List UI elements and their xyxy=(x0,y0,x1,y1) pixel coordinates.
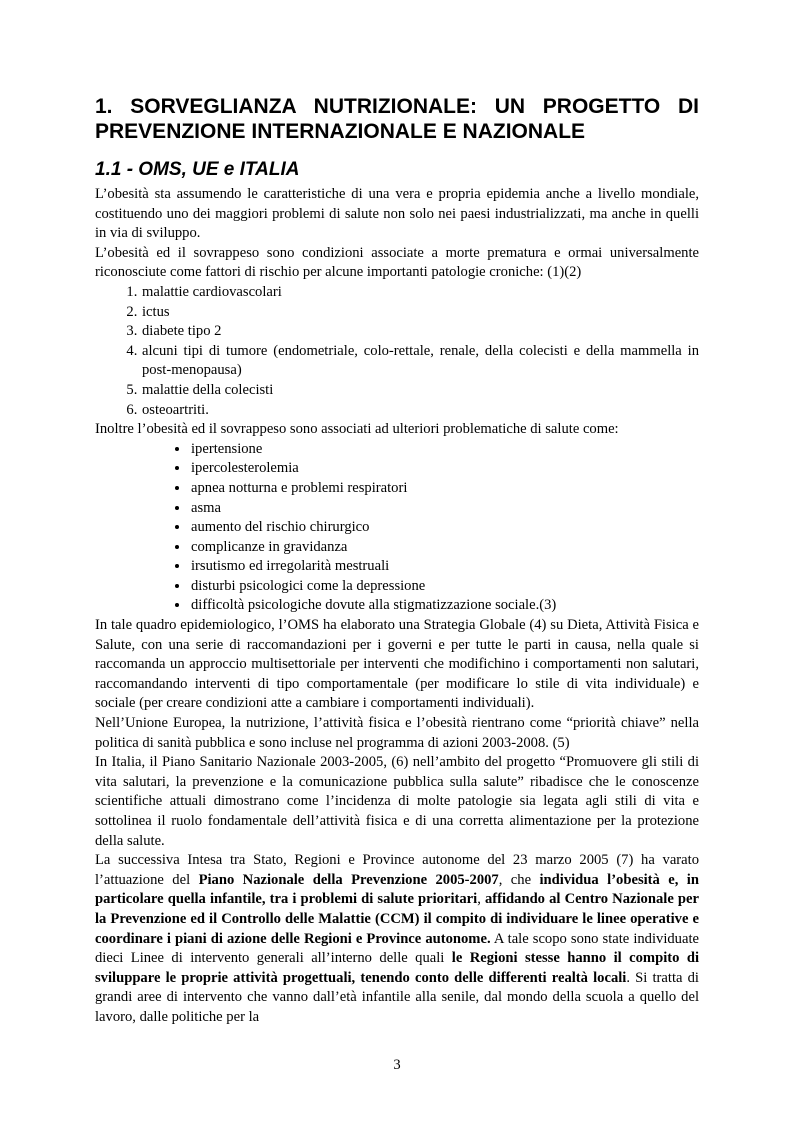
list-item: 2. ictus xyxy=(141,303,699,323)
risk-list xyxy=(95,283,699,420)
bullet-list xyxy=(95,440,699,616)
list-item: • asma xyxy=(190,499,699,519)
paragraph-further-problems: Inoltre l’obesità ed il sovrappeso sono associati ad ulteriori problematiche di salute come: xyxy=(95,421,619,438)
body-text xyxy=(95,185,699,1028)
list-item: • disturbi psicologici come la depressione xyxy=(190,577,699,597)
text-run: , che xyxy=(498,871,540,888)
list-item: 4. alcuni tipi di tumore (endometriale, colo-rettale, renale, della colecisti e della mammella in post-menopausa) xyxy=(141,342,699,381)
chapter-heading: 1. SORVEGLIANZA NUTRIZIONALE: UN PROGETTO DI PREVENZIONE INTERNAZIONALE E NAZIONALE xyxy=(95,95,699,143)
text-run: La successiva Intesa tra Stato, Regioni e Province autonome del 23 marzo 2005 (7) ha varato l’attuazione del xyxy=(95,852,699,888)
paragraph-eu: Nell’Unione Europea, la nutrizione, l’attività fisica e l’obesità rientrano come “priorità chiave” nella politica di sanità pubblica e sono incluse nel programma di azioni 2003-2008. (5) xyxy=(95,715,699,751)
list-item: 6. osteoartriti. xyxy=(141,401,699,421)
list-item: 1. malattie cardiovascolari xyxy=(141,283,699,303)
list-item: 5. malattie della colecisti xyxy=(141,381,699,401)
list-item: • ipercolesterolemia xyxy=(190,459,699,479)
bold-run: individua l’obesità e, in particolare quella infantile, tra i problemi di salute prioritari xyxy=(95,871,699,908)
paragraph-oms-strategy: In tale quadro epidemiologico, l’OMS ha elaborato una Strategia Globale (4) su Dieta, Attività Fisica e Salute, con una serie di raccomandazioni per i governi e per tutte le parti in causa, nella quale si raccomanda un approccio multisettoriale per interventi che modifichino i comportamenti non salutari, raccomandando interventi di tipo comportamentale (per modificare lo stile di vita individuale) e sociale (per creare condizioni atte a cambiare i comportamenti individuali). xyxy=(95,617,699,712)
list-item: • aumento del rischio chirurgico xyxy=(190,518,699,538)
bold-run: affidando al Centro Nazionale per la Prevenzione ed il Controllo delle Malattie (CCM) il compito di individuare le linee operative e coordinare i piani di azione delle Regioni e Province autonome. xyxy=(95,891,699,947)
text-run: , xyxy=(477,891,485,908)
paragraph-risk-factors: L’obesità ed il sovrappeso sono condizioni associate a morte prematura e ormai universalmente riconosciute come fattori di rischio per alcune importanti patologie croniche: (1)(2) xyxy=(95,244,699,281)
list-item: 3. diabete tipo 2 xyxy=(141,322,699,342)
list-item: • ipertensione xyxy=(190,440,699,460)
list-item: • difficoltà psicologiche dovute alla stigmatizzazione sociale.(3) xyxy=(190,596,699,616)
bold-run: le Regioni stesse hanno il compito di sviluppare le proprie attività progettuali, tenendo conto delle differenti realtà locali xyxy=(95,950,700,986)
list-item: • complicanze in gravidanza xyxy=(190,538,699,558)
list-item: • apnea notturna e problemi respiratori xyxy=(190,479,699,499)
paragraph-italy-psn: In Italia, il Piano Sanitario Nazionale 2003-2005, (6) nell’ambito del progetto “Promuovere gli stili di vita salutari, la prevenzione e la comunicazione pubblica sulla salute” ribadisce che le conoscenze scientifiche attuali dimostrano come l’incidenza di molte patologie sia legata agli stili di vita e sottolinea il ruolo fondamentale dell’attività fisica e di una corretta alimentazione per la protezione della salute. xyxy=(95,754,699,849)
text-run: A tale scopo sono state individuate dieci Linee di intervento generali all’interno delle quali xyxy=(95,930,699,967)
paragraph-obesity-epidemic: L’obesità sta assumendo le caratteristiche di una vera e propria epidemia anche a livello mondiale, costituendo uno dei maggiori problemi di salute non solo nei paesi industrializzati, ma anche in quelli in via di sviluppo. xyxy=(95,186,699,242)
text-run: . Si tratta di grandi aree di intervento che vanno dall’età infantile alla senile, dal mondo della scuola a quello del lavoro, dalle politiche per la xyxy=(95,969,699,1025)
page-number: 3 xyxy=(393,1057,401,1073)
list-item: • irsutismo ed irregolarità mestruali xyxy=(190,557,699,577)
section-heading: 1.1 - OMS, UE e ITALIA xyxy=(95,159,300,180)
paragraph-intesa xyxy=(95,851,699,1027)
bold-run: Piano Nazionale della Prevenzione 2005-2007 xyxy=(198,871,499,888)
